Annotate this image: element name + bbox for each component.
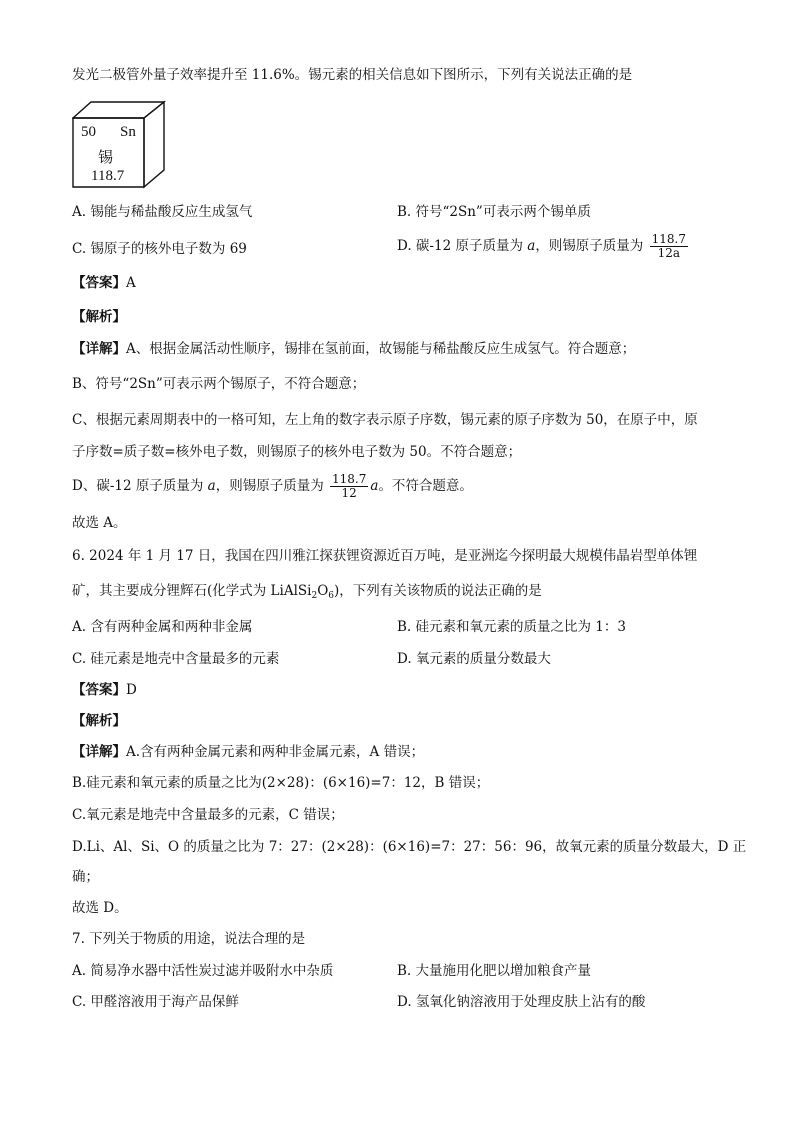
q5-detail-label: 【详解】 [72,341,126,357]
q5-detail-d-end: 。不符合题意。 [378,478,473,494]
element-name: 锡 [98,150,114,166]
q7-option-b: B. 大量施用化肥以增加粮食产量 [397,963,592,979]
q6-formula-o: O [317,583,329,599]
q6-detail-a-text: A.含有两种金属元素和两种非金属元素，A 错误； [126,744,425,760]
atomic-number: 50 [81,124,96,140]
q5-option-d-var: a [527,238,536,254]
q6-detail-d-line2: 确； [72,869,99,885]
q6-stem-prefix: 矿，其主要成分锂辉石(化学式为 LiAlSi [72,583,312,599]
q5-option-c: C. 锡原子的核外电子数为 69 [72,241,247,257]
tin-element-card [72,100,168,190]
q6-option-a: A. 含有两种金属和两种非金属 [72,619,253,635]
q5-option-d-fraction [650,233,688,260]
q6-answer [72,681,137,699]
q6-detail-a [72,743,424,761]
q5-detail-c-line2: 子序数=质子数=核外电子数，则锡原子的核外电子数为 50。不符合题意； [72,444,522,460]
atomic-mass: 118.7 [91,168,125,184]
q5-option-d-prefix: D. 碳-12 原子质量为 [397,238,528,254]
q6-detail-label: 【详解】 [72,744,126,760]
q6-analysis-label: 【解析】 [72,713,126,729]
q6-conclusion: 故选 D。 [72,900,128,916]
q7-option-c: C. 甲醛溶液用于海产品保鲜 [72,994,239,1010]
q5-option-a: A. 锡能与稀盐酸反应生成氢气 [72,204,253,220]
q6-detail-d-line1: D.Li、Al、Si、O 的质量之比为 7：27：(2×28)：(6×16)=7：27：56：96，故氧元素的质量分数最大，D 正 [72,839,747,855]
q5-detail-d-var: a [207,478,216,494]
element-symbol: Sn [120,124,136,140]
q5-option-d-denominator: 12a [657,246,680,260]
q6-answer-value: D [126,682,137,698]
q5-option-b: B. 符号“2Sn”可表示两个锡单质 [397,204,591,220]
q7-option-d: D. 氢氧化钠溶液用于处理皮肤上沾有的酸 [397,994,646,1010]
q5-detail-d [72,473,473,500]
q6-stem-line2 [72,582,542,605]
q5-detail-c-line1: C、根据元素周期表中的一格可知，左上角的数字表示原子序数，锡元素的原子序数为 50，在原子中，原 [72,412,698,428]
q7-stem: 7. 下列关于物质的用途，说法合理的是 [72,931,306,947]
q6-option-d: D. 氧元素的质量分数最大 [397,651,551,667]
q5-detail-d-prefix: D、碳-12 原子质量为 [72,478,208,494]
q5-answer-value: A [126,275,136,291]
q5-detail-d-var2: a [370,478,379,494]
q5-detail-b: B、符号“2Sn”可表示两个锡原子，不符合题意； [72,376,366,392]
q5-detail-d-numerator: 118.7 [332,472,367,486]
q6-formula-sub2: 6 [328,591,335,601]
q5-conclusion: 故选 A。 [72,515,127,531]
q5-detail-a-text: A、根据金属活动性顺序，锡排在氢前面，故锡能与稀盐酸反应生成氢气。符合题意； [126,341,636,357]
q5-detail-d-denominator: 12 [341,486,357,500]
q5-detail-d-mid: ，则锡原子质量为 [215,478,324,494]
q6-detail-c: C.氧元素是地壳中含量最多的元素，C 错误； [72,807,344,823]
q6-option-b: B. 硅元素和氧元素的质量之比为 1：3 [397,619,626,635]
q5-answer [72,274,136,292]
q6-formula-sub1: 2 [311,591,318,601]
q6-detail-b: B.硅元素和氧元素的质量之比为(2×28)：(6×16)=7：12，B 错误； [72,775,490,791]
q6-stem-line1: 6. 2024 年 1 月 17 日，我国在四川雅江探获锂资源近百万吨，是亚洲迄今探明最大规模伟晶岩型单体锂 [72,548,698,564]
intro-text: 发光二极管外量子效率提升至 11.6%。锡元素的相关信息如下图所示，下列有关说法正确的是 [72,67,633,83]
q6-answer-label: 【答案】 [72,682,126,698]
q7-option-a: A. 简易净水器中活性炭过滤并吸附水中杂质 [72,963,334,979]
q5-option-d-mid: ，则锡原子质量为 [535,238,644,254]
q6-option-c: C. 硅元素是地壳中含量最多的元素 [72,651,280,667]
q5-option-d-numerator: 118.7 [651,232,686,246]
q5-answer-label: 【答案】 [72,275,126,291]
q5-analysis-label: 【解析】 [72,309,126,325]
q5-option-d [397,233,690,260]
q5-detail-a [72,340,635,358]
q5-detail-d-fraction [330,473,368,500]
q6-stem-end: )，下列有关该物质的说法正确的是 [334,583,542,599]
